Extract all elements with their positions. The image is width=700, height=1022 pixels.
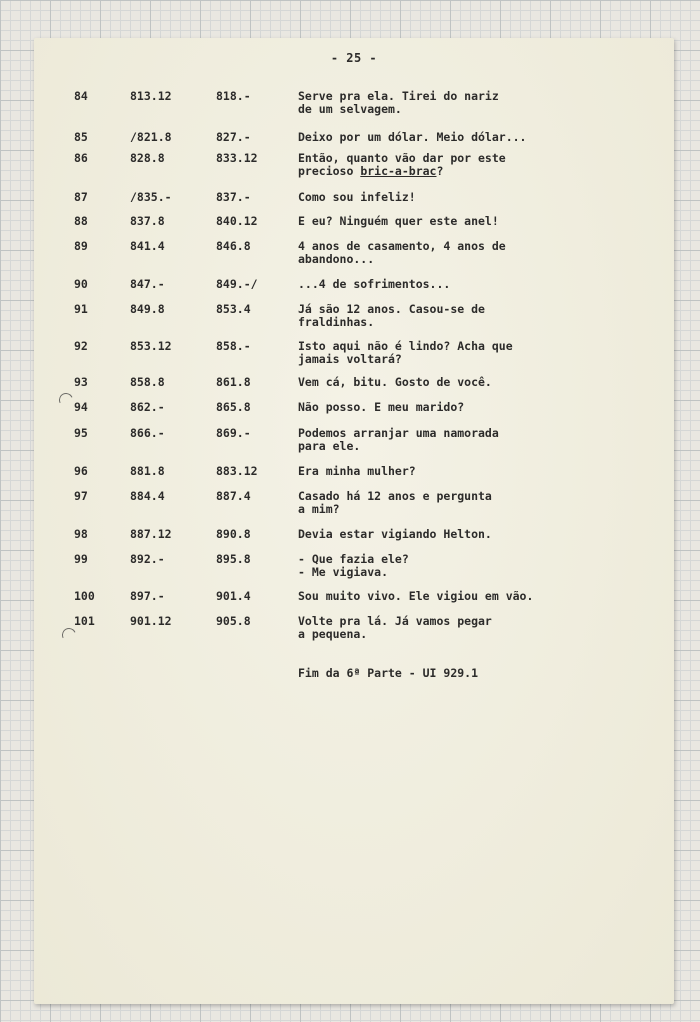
timecode-out: 833.12 bbox=[216, 151, 258, 165]
timecode-in: 887.12 bbox=[130, 527, 172, 541]
dialogue-line: Era minha mulher? bbox=[298, 464, 416, 478]
dialogue-line: Casado há 12 anos e pergunta a mim? bbox=[298, 489, 492, 516]
dialogue-line: Podemos arranjar uma namorada para ele. bbox=[298, 426, 499, 453]
row-number: 85 bbox=[74, 130, 88, 144]
timecode-out: 865.8 bbox=[216, 400, 251, 414]
timecode-out: 846.8 bbox=[216, 239, 251, 253]
timecode-in: 858.8 bbox=[130, 375, 165, 389]
timecode-in: 847.- bbox=[130, 277, 165, 291]
timecode-out: 861.8 bbox=[216, 375, 251, 389]
timecode-in: 884.4 bbox=[130, 489, 165, 503]
dialogue-text bbox=[298, 152, 506, 178]
timecode-in: 897.- bbox=[130, 589, 165, 603]
row-number: 87 bbox=[74, 190, 88, 204]
timecode-in: /835.- bbox=[130, 190, 172, 204]
dialogue-text bbox=[298, 191, 416, 204]
dialogue-line: Isto aqui não é lindo? Acha que jamais voltará? bbox=[298, 339, 513, 366]
timecode-in: /821.8 bbox=[130, 130, 172, 144]
row-number: 94 bbox=[74, 400, 88, 414]
dialogue-line: Já são 12 anos. Casou-se de fraldinhas. bbox=[298, 302, 485, 329]
timecode-out: 901.4 bbox=[216, 589, 251, 603]
timecode-out: 895.8 bbox=[216, 552, 251, 566]
timecode-out: 883.12 bbox=[216, 464, 258, 478]
row-number: 99 bbox=[74, 552, 88, 566]
dialogue-text bbox=[298, 278, 450, 291]
dialogue-line: Devia estar vigiando Helton. bbox=[298, 527, 492, 541]
part-end-note: Fim da 6ª Parte - UI 929.1 bbox=[298, 666, 479, 680]
timecode-in: 862.- bbox=[130, 400, 165, 414]
dialogue-line: Sou muito vivo. Ele vigiou em vão. bbox=[298, 589, 534, 603]
dialogue-line: Serve pra ela. Tirei do nariz de um selvagem. bbox=[298, 89, 499, 116]
dialogue-text bbox=[298, 615, 492, 641]
timecode-in: 813.12 bbox=[130, 89, 172, 103]
row-number: 86 bbox=[74, 151, 88, 165]
row-number: 90 bbox=[74, 277, 88, 291]
timecode-out: 890.8 bbox=[216, 527, 251, 541]
dialogue-line: E eu? Ninguém quer este anel! bbox=[298, 214, 499, 228]
row-number: 91 bbox=[74, 302, 88, 316]
dialogue-text bbox=[298, 465, 416, 478]
dialogue-text bbox=[298, 240, 506, 266]
dialogue-line: Não posso. E meu marido? bbox=[298, 400, 465, 414]
row-number: 98 bbox=[74, 527, 88, 541]
dialogue-text bbox=[298, 590, 533, 603]
timecode-out: 818.- bbox=[216, 89, 251, 103]
dialogue-line: Deixo por um dólar. Meio dólar... bbox=[298, 130, 527, 144]
timecode-in: 866.- bbox=[130, 426, 165, 440]
punch-hole-mark bbox=[60, 626, 78, 644]
timecode-out: 827.- bbox=[216, 130, 251, 144]
timecode-in: 892.- bbox=[130, 552, 165, 566]
dialogue-text bbox=[298, 303, 485, 329]
dialogue-text bbox=[298, 528, 492, 541]
dialogue-line: ...4 de sofrimentos... bbox=[298, 277, 451, 291]
timecode-out: 837.- bbox=[216, 190, 251, 204]
punch-hole-mark bbox=[57, 391, 75, 409]
dialogue-tail: ? bbox=[436, 164, 444, 178]
dialogue-line: Então, quanto vão dar por este precioso bbox=[298, 151, 506, 178]
dialogue-line: 4 anos de casamento, 4 anos de abandono... bbox=[298, 239, 506, 266]
dialogue-line: Volte pra lá. Já vamos pegar a pequena. bbox=[298, 614, 492, 641]
row-number: 89 bbox=[74, 239, 88, 253]
underlined-term: bric-a-brac bbox=[360, 164, 437, 178]
dialogue-text bbox=[298, 553, 409, 579]
dialogue-text bbox=[298, 131, 526, 144]
timecode-out: 869.- bbox=[216, 426, 251, 440]
row-number: 84 bbox=[74, 89, 88, 103]
timecode-out: 905.8 bbox=[216, 614, 251, 628]
row-number: 97 bbox=[74, 489, 88, 503]
dialogue-text bbox=[298, 90, 499, 116]
dialogue-line: Como sou infeliz! bbox=[298, 190, 416, 204]
timecode-out: 849.-/ bbox=[216, 277, 258, 291]
dialogue-text bbox=[298, 215, 499, 228]
timecode-in: 853.12 bbox=[130, 339, 172, 353]
timecode-in: 881.8 bbox=[130, 464, 165, 478]
dialogue-text bbox=[298, 427, 499, 453]
dialogue-line: - Que fazia ele? - Me vigiava. bbox=[298, 552, 409, 579]
row-number: 100 bbox=[74, 589, 95, 603]
dialogue-text bbox=[298, 376, 492, 389]
dialogue-line: Vem cá, bitu. Gosto de você. bbox=[298, 375, 492, 389]
row-number: 93 bbox=[74, 375, 88, 389]
timecode-in: 828.8 bbox=[130, 151, 165, 165]
timecode-out: 858.- bbox=[216, 339, 251, 353]
row-number: 88 bbox=[74, 214, 88, 228]
row-number: 95 bbox=[74, 426, 88, 440]
dialogue-text bbox=[298, 340, 513, 366]
dialogue-text bbox=[298, 401, 464, 414]
timecode-out: 840.12 bbox=[216, 214, 258, 228]
timecode-out: 853.4 bbox=[216, 302, 251, 316]
row-number: 96 bbox=[74, 464, 88, 478]
typed-sheet bbox=[34, 38, 674, 1004]
timecode-in: 849.8 bbox=[130, 302, 165, 316]
timecode-out: 887.4 bbox=[216, 489, 251, 503]
page-number: - 25 - bbox=[330, 51, 378, 65]
timecode-in: 901.12 bbox=[130, 614, 172, 628]
dialogue-text bbox=[298, 490, 492, 516]
timecode-in: 841.4 bbox=[130, 239, 165, 253]
timecode-in: 837.8 bbox=[130, 214, 165, 228]
row-number: 101 bbox=[74, 614, 95, 628]
row-number: 92 bbox=[74, 339, 88, 353]
